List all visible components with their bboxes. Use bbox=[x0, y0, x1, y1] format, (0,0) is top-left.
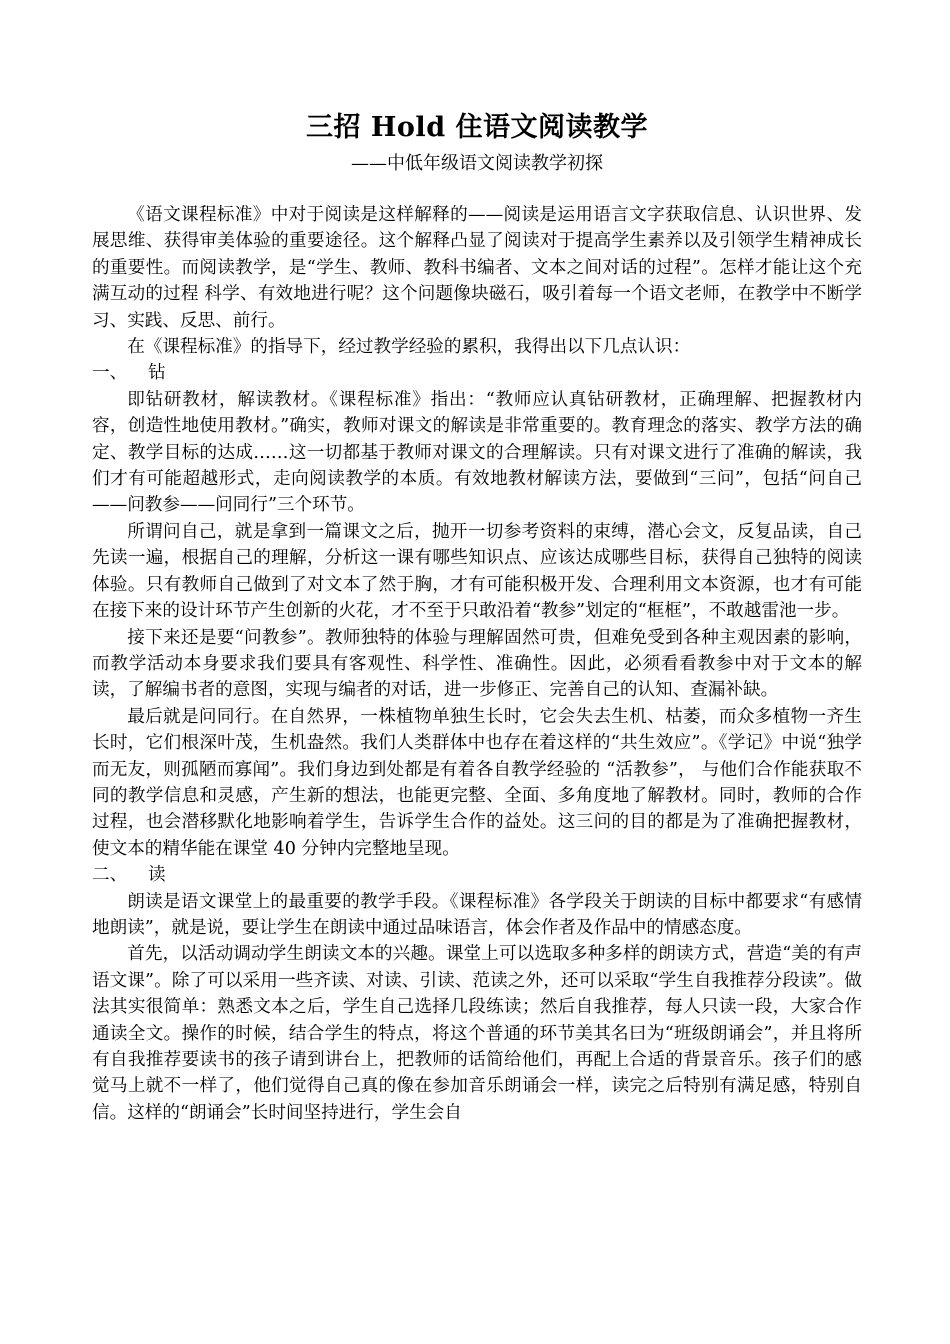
section-number: 二、 bbox=[92, 865, 128, 886]
section-paragraph: 即钻研教材，解读教材。《课程标准》指出：“教师应认真钻研教材，正确理解、把握教材内容，创造性地使用教材。”确实，教师对课文的解读是非常重要的。教育理念的落实、教学方法的确定、教学目标的达成……这一切都基于教师对课文的合理解读。只有对课文进行了准确的解读，我们才有可能超越形式，走向阅读教学的本质。有效地教材解读方法，要做到“三问”，包括“问自己——问教参——问同行”三个环节。 bbox=[92, 389, 862, 516]
section-paragraph: 最后就是问同行。在自然界，一株植物单独生长时，它会失去生机、枯萎，而众多植物一齐生长时，它们根深叶茂，生机盎然。我们人类群体中也存在着这样的“共生效应”。《学记》中说“独学而无友，则孤陋而寡闻”。我们身边到处都是有着各自教学经验的 “活教参”， 与他们合作能获取不同的教学信息和灵感，产生新的想法，也能更完整、全面、多角度地了解教材。同时，教师的合作过程，也会潜移默化地影响着学生，告诉学生合作的益处。这三问的目的都是为了准确把握教材，使文本的精华能在课堂 40 分钟内完整地呈现。 bbox=[92, 706, 862, 859]
document-page bbox=[92, 100, 862, 1126]
section-title: 读 bbox=[148, 865, 166, 886]
intro-paragraph: 在《课程标准》的指导下，经过教学经验的累积，我得出以下几点认识： bbox=[127, 337, 691, 358]
section-heading bbox=[92, 862, 862, 888]
section-paragraph: 接下来还是要“问教参”。教师独特的体验与理解固然可贵，但难免受到各种主观因素的影响，而教学活动本身要求我们要具有客观性、科学性、准确性。因此，必须看看教参中对于文本的解读，了解编书者的意图，实现与编者的对话，进一步修正、完善自己的认知、查漏补缺。 bbox=[92, 627, 862, 701]
section-title: 钻 bbox=[148, 363, 166, 384]
intro-paragraph: 《语文课程标准》中对于阅读是这样解释的——阅读是运用语言文字获取信息、认识世界、发展思维、获得审美体验的重要途径。这个解释凸显了阅读对于提高学生素养以及引领学生精神成长的重要性。而阅读教学，是“学生、教师、教科书编者、文本之间对话的过程”。怎样才能让这个充满互动的过程 科学、有效地进行呢？这个问题像块磁石，吸引着每一个语文老师，在教学中不断学习、实践、反思、前行。 bbox=[92, 205, 862, 331]
document-subtitle: ——中低年级语文阅读教学初探 bbox=[351, 153, 603, 174]
section-paragraph: 所谓问自己，就是拿到一篇课文之后，抛开一切参考资料的束缚，潜心会文，反复品读，自己先读一遍，根据自己的理解，分析这一课有哪些知识点、应该达成哪些目标，获得自己独特的阅读体验。只有教师自己做到了对文本了然于胸，才有可能积极开发、合理利用文本资源，也才有可能在接下来的设计环节产生创新的火花，才不至于只敢沿着“教参”划定的“框框”，不敢越雷池一步。 bbox=[92, 521, 862, 622]
document-body bbox=[92, 202, 862, 1126]
section-paragraph: 首先，以活动调动学生朗读文本的兴趣。课堂上可以选取多种多样的朗读方式，营造“美的有声语文课”。除了可以采用一些齐读、对读、引读、范读之外，还可以采取“学生自我推荐分段读”。做法其实很简单：熟悉文本之后，学生自己选择几段练读；然后自我推荐，每人只读一段，大家合作通读全文。操作的时候，结合学生的特点，将这个普通的环节美其名曰为“班级朗诵会”，并且将所有自我推荐要读书的孩子请到讲台上，把教师的话简给他们，再配上合适的背景音乐。孩子们的感觉马上就不一样了，他们觉得自己真的像在参加音乐朗诵会一样，读完之后特别有满足感，特别自信。这样的“朗诵会”长时间坚持进行，学生会自 bbox=[92, 944, 862, 1123]
section-heading bbox=[92, 360, 862, 386]
document-title: 三招 Hold 住语文阅读教学 bbox=[306, 112, 648, 143]
section-number: 一、 bbox=[92, 363, 128, 384]
section-paragraph: 朗读是语文课堂上的最重要的教学手段。《课程标准》各学段关于朗读的目标中都要求“有感情地朗读”，就是说，要让学生在朗读中通过品味语言，体会作者及作品中的情感态度。 bbox=[92, 891, 862, 938]
